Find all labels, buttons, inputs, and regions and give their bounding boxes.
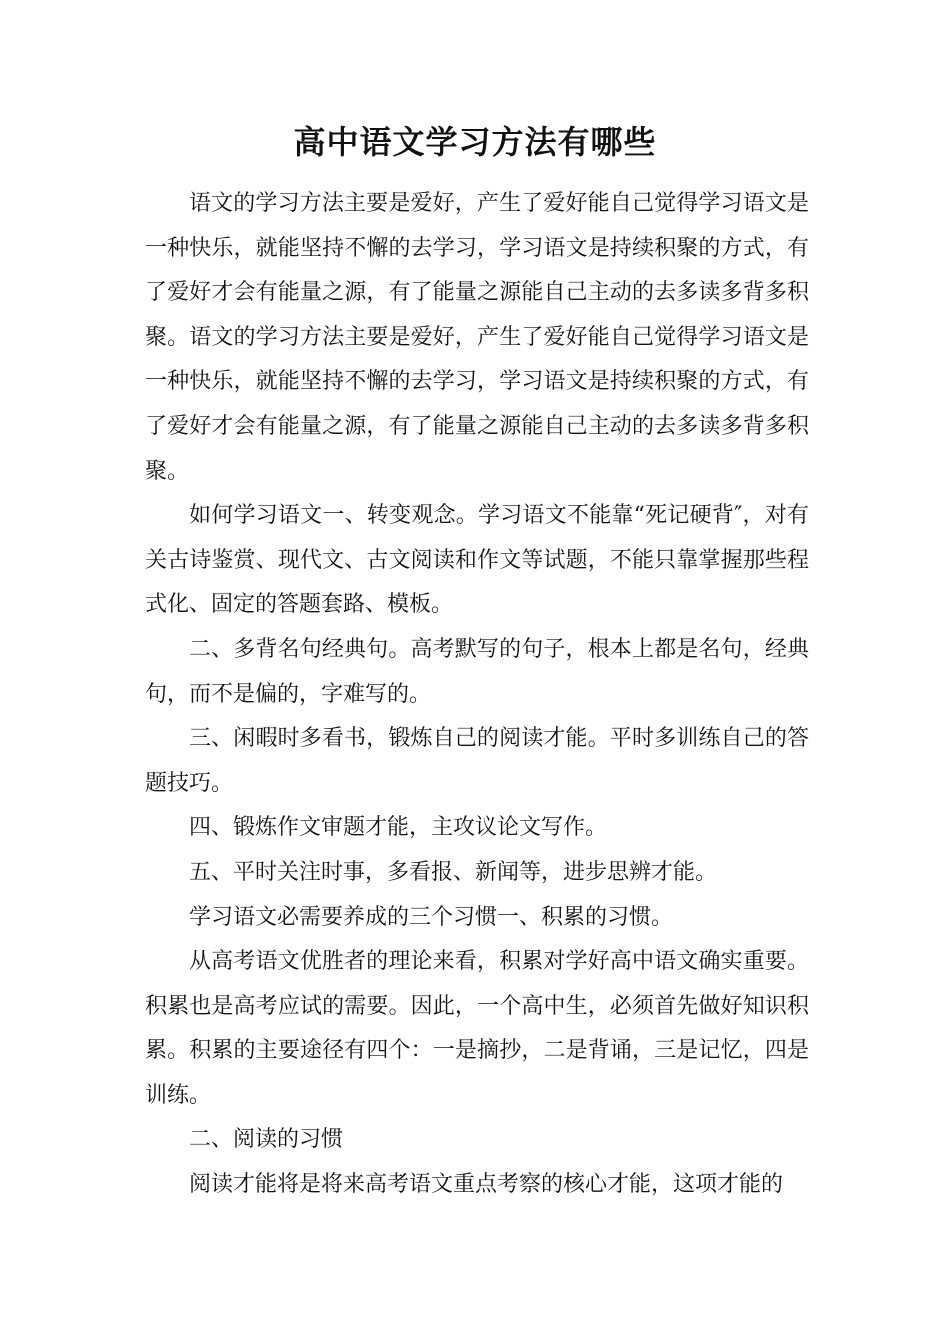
document-body (145, 182, 809, 1208)
document-title: 高中语文学习方法有哪些 (293, 123, 657, 161)
paragraph-2: 如何学习语文一、转变观念。学习语文不能靠“死记硬背″，对有关古诗鉴赏、现代文、古文阅读和作文等试题，不能只靠掌握那些程式化、固定的答题套路、模板。 (145, 503, 809, 618)
paragraph-4: 三、闲暇时多看书，锻炼自己的阅读才能。平时多训练自己的答题技巧。 (145, 726, 809, 796)
paragraph-7: 学习语文必需要养成的三个习惯一、积累的习惯。 (189, 904, 674, 930)
paragraph-1: 语文的学习方法主要是爱好，产生了爱好能自己觉得学习语文是一种快乐，就能坚持不懈的去学习，学习语文是持续积聚的方式，有了爱好才会有能量之源，有了能量之源能自己主动的去多读多背多积聚。语文的学习方法主要是爱好，产生了爱好能自己觉得学习语文是一种快乐，就能坚持不懈的去学习，学习语文是持续积聚的方式，有了爱好才会有能量之源，有了能量之源能自己主动的去多读多背多积聚。 (145, 191, 809, 484)
paragraph-3: 二、多背名句经典句。高考默写的句子，根本上都是名句，经典句，而不是偏的，字难写的。 (145, 636, 809, 707)
paragraph-8: 从高考语文优胜者的理论来看，积累对学好高中语文确实重要。积累也是高考应试的需要。因此，一个高中生，必须首先做好知识积累。积累的主要途径有四个：一是摘抄，二是背诵，三是记忆，四是训练。 (145, 949, 809, 1108)
paragraph-9: 二、阅读的习惯 (189, 1127, 344, 1153)
paragraph-5: 四、锻炼作文审题才能，主攻议论文写作。 (189, 815, 608, 841)
paragraph-10: 阅读才能将是将来高考语文重点考察的核心才能，这项才能的 (189, 1172, 784, 1198)
paragraph-6: 五、平时关注时事，多看报、新闻等，进步思辨才能。 (189, 859, 718, 885)
